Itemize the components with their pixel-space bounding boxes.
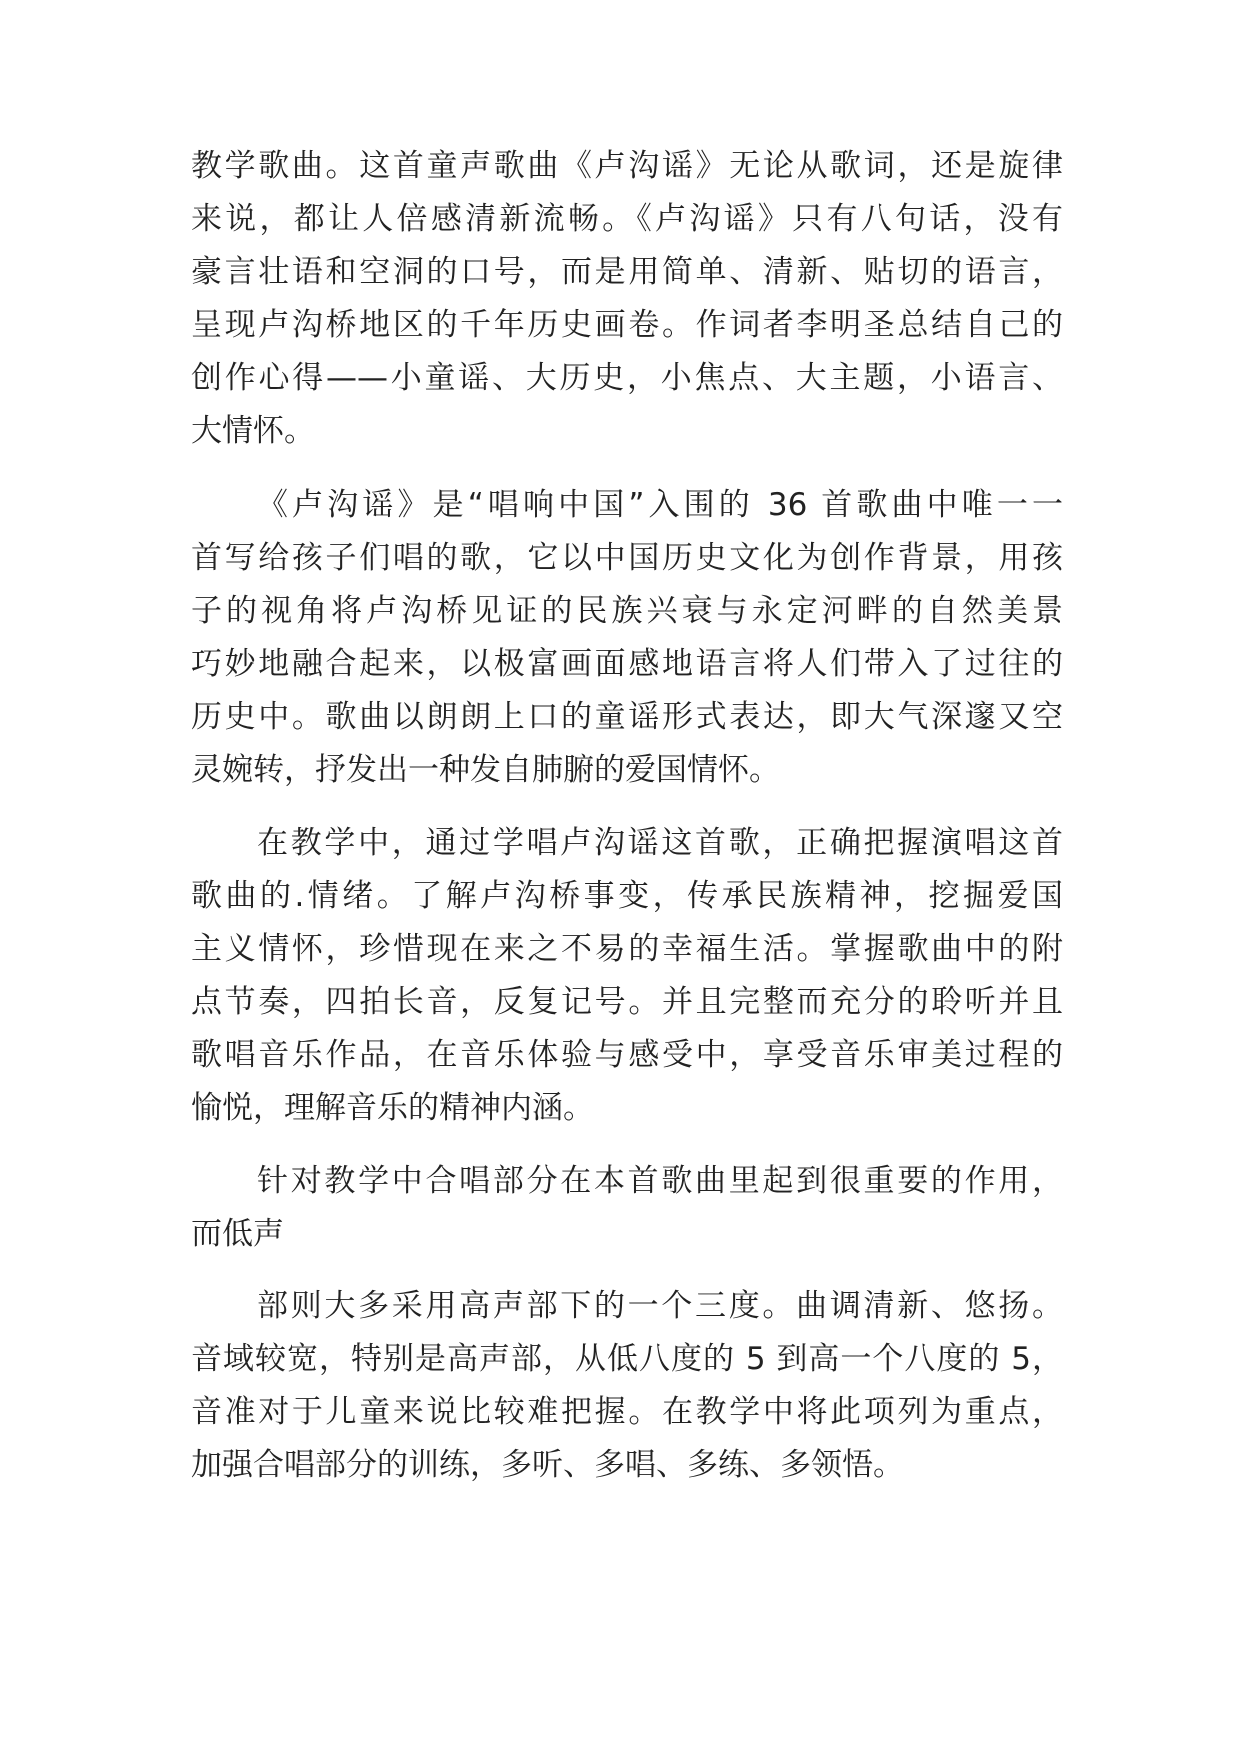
text-line: 部则大多采用高声部下的一个三度。曲调清新、悠扬。 <box>257 1288 1063 1324</box>
text-line: 巧妙地融合起来，以极富画面感地语言将人们带入了过往的 <box>191 646 1063 682</box>
text-line: 灵婉转，抒发出一种发自肺腑的爱国情怀。 <box>191 752 780 788</box>
text-line: 点节奏，四拍长音，反复记号。并且完整而充分的聆听并且 <box>191 984 1063 1020</box>
text-line: 创作心得——小童谣、大历史，小焦点、大主题，小语言、 <box>191 360 1063 396</box>
text-line: 《卢沟谣》是“唱响中国”入围的 36 首歌曲中唯一一 <box>257 487 1063 523</box>
text-line: 大情怀。 <box>191 413 315 449</box>
text-line: 来说，都让人倍感清新流畅。《卢沟谣》只有八句话，没有 <box>191 201 1063 237</box>
text-line: 音域较宽，特别是高声部，从低八度的 5 到高一个八度的 5， <box>191 1341 1063 1377</box>
text-line: 而低声 <box>191 1216 284 1252</box>
text-line: 子的视角将卢沟桥见证的民族兴衰与永定河畔的自然美景 <box>191 593 1063 629</box>
text-line: 教学歌曲。这首童声歌曲《卢沟谣》无论从歌词，还是旋律 <box>191 148 1063 184</box>
text-line: 在教学中，通过学唱卢沟谣这首歌，正确把握演唱这首 <box>257 825 1063 861</box>
text-line: 针对教学中合唱部分在本首歌曲里起到很重要的作用， <box>257 1163 1063 1199</box>
text-line: 主义情怀，珍惜现在来之不易的幸福生活。掌握歌曲中的附 <box>191 931 1063 967</box>
text-line: 加强合唱部分的训练，多听、多唱、多练、多领悟。 <box>191 1447 904 1483</box>
text-line: 歌曲的.情绪。了解卢沟桥事变，传承民族精神，挖掘爱国 <box>191 878 1063 914</box>
text-line: 歌唱音乐作品，在音乐体验与感受中，享受音乐审美过程的 <box>191 1037 1063 1073</box>
text-line: 豪言壮语和空洞的口号，而是用简单、清新、贴切的语言， <box>191 254 1063 290</box>
text-line: 首写给孩子们唱的歌，它以中国历史文化为创作背景，用孩 <box>191 540 1063 576</box>
text-line: 呈现卢沟桥地区的千年历史画卷。作词者李明圣总结自己的 <box>191 307 1063 343</box>
text-line: 历史中。歌曲以朗朗上口的童谣形式表达，即大气深邃又空 <box>191 699 1063 735</box>
text-line: 音准对于儿童来说比较难把握。在教学中将此项列为重点， <box>191 1394 1063 1430</box>
text-line: 愉悦，理解音乐的精神内涵。 <box>191 1090 594 1126</box>
